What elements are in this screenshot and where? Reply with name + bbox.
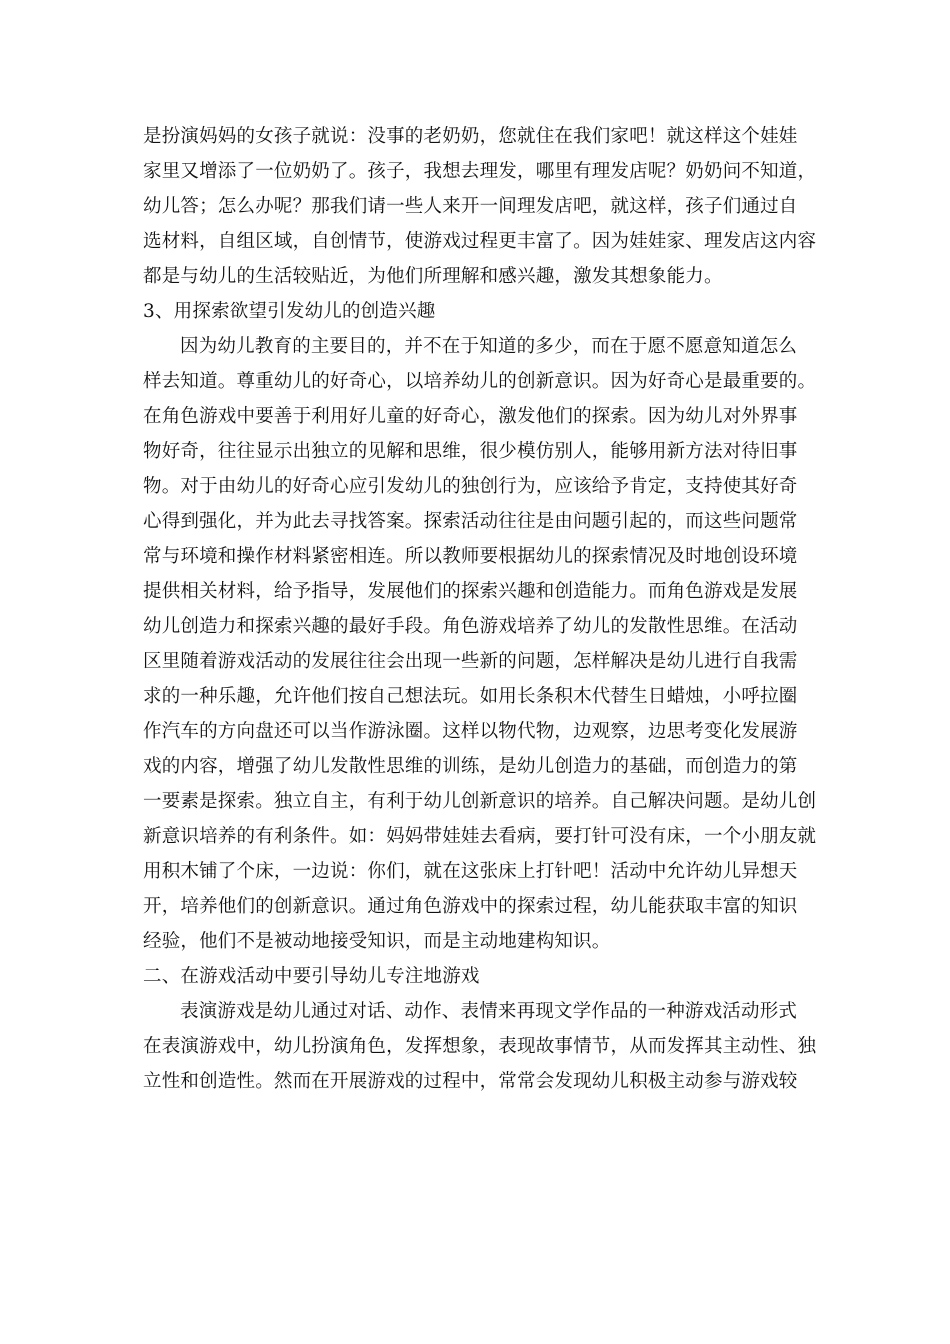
text-line: 提供相关材料，给予指导，发展他们的探索兴趣和创造能力。而角色游戏是发展 <box>143 581 798 602</box>
text-line: 在表演游戏中，幼儿扮演角色，发挥想象，表现故事情节，从而发挥其主动性、独 <box>143 1036 817 1057</box>
text-line: 用积木铺了个床，一边说：你们，就在这张床上打针吧！活动中允许幼儿异想天 <box>143 861 798 882</box>
text-line: 幼儿答；怎么办呢？那我们请一些人来开一间理发店吧，就这样，孩子们通过自 <box>143 196 798 217</box>
text-line: 戏的内容，增强了幼儿发散性思维的训练，是幼儿创造力的基础，而创造力的第 <box>143 756 798 777</box>
section-heading: 3、用探索欲望引发幼儿的创造兴趣 <box>143 301 436 322</box>
text-line: 常与环境和操作材料紧密相连。所以教师要根据幼儿的探索情况及时地创设环境 <box>143 546 798 567</box>
text-line: 作汽车的方向盘还可以当作游泳圈。这样以物代物，边观察，边思考变化发展游 <box>143 721 798 742</box>
text-line: 都是与幼儿的生活较贴近，为他们所理解和感兴趣，激发其想象能力。 <box>143 266 723 287</box>
text-line: 求的一种乐趣，允许他们按自己想法玩。如用长条积木代替生日蜡烛，小呼拉圈 <box>143 686 798 707</box>
text-line: 立性和创造性。然而在开展游戏的过程中，常常会发现幼儿积极主动参与游戏较 <box>143 1071 798 1092</box>
text-line: 物。对于由幼儿的好奇心应引发幼儿的独创行为，应该给予肯定，支持使其好奇 <box>143 476 798 497</box>
text-line: 物好奇，往往显示出独立的见解和思维，很少模仿别人，能够用新方法对待旧事 <box>143 441 798 462</box>
paragraph-first-line: 表演游戏是幼儿通过对话、动作、表情来再现文学作品的一种游戏活动形式 <box>180 1001 798 1022</box>
text-line: 幼儿创造力和探索兴趣的最好手段。角色游戏培养了幼儿的发散性思维。在活动 <box>143 616 798 637</box>
text-line: 一要素是探索。独立自主，有利于幼儿创新意识的培养。自己解决问题。是幼儿创 <box>143 791 817 812</box>
text-line: 心得到强化，并为此去寻找答案。探索活动往往是由问题引起的，而这些问题常 <box>143 511 798 532</box>
text-line: 是扮演妈妈的女孩子就说：没事的老奶奶，您就住在我们家吧！就这样这个娃娃 <box>143 126 798 147</box>
text-line: 区里随着游戏活动的发展往往会出现一些新的问题，怎样解决是幼儿进行自我需 <box>143 651 798 672</box>
text-line: 开，培养他们的创新意识。通过角色游戏中的探索过程，幼儿能获取丰富的知识 <box>143 896 798 917</box>
text-line: 样去知道。尊重幼儿的好奇心，以培养幼儿的创新意识。因为好奇心是最重要的。 <box>143 371 817 392</box>
section-heading: 二、在游戏活动中要引导幼儿专注地游戏 <box>143 966 480 987</box>
text-line: 家里又增添了一位奶奶了。孩子，我想去理发，哪里有理发店呢？奶奶问不知道， <box>143 161 817 182</box>
text-line: 新意识培养的有利条件。如：妈妈带娃娃去看病，要打针可没有床，一个小朋友就 <box>143 826 817 847</box>
text-line: 经验，他们不是被动地接受知识，而是主动地建构知识。 <box>143 931 611 952</box>
paragraph-first-line: 因为幼儿教育的主要目的，并不在于知道的多少，而在于愿不愿意知道怎么 <box>180 336 798 357</box>
text-line: 选材料，自组区域，自创情节，使游戏过程更丰富了。因为娃娃家、理发店这内容 <box>143 231 817 252</box>
text-line: 在角色游戏中要善于利用好儿童的好奇心，激发他们的探索。因为幼儿对外界事 <box>143 406 798 427</box>
